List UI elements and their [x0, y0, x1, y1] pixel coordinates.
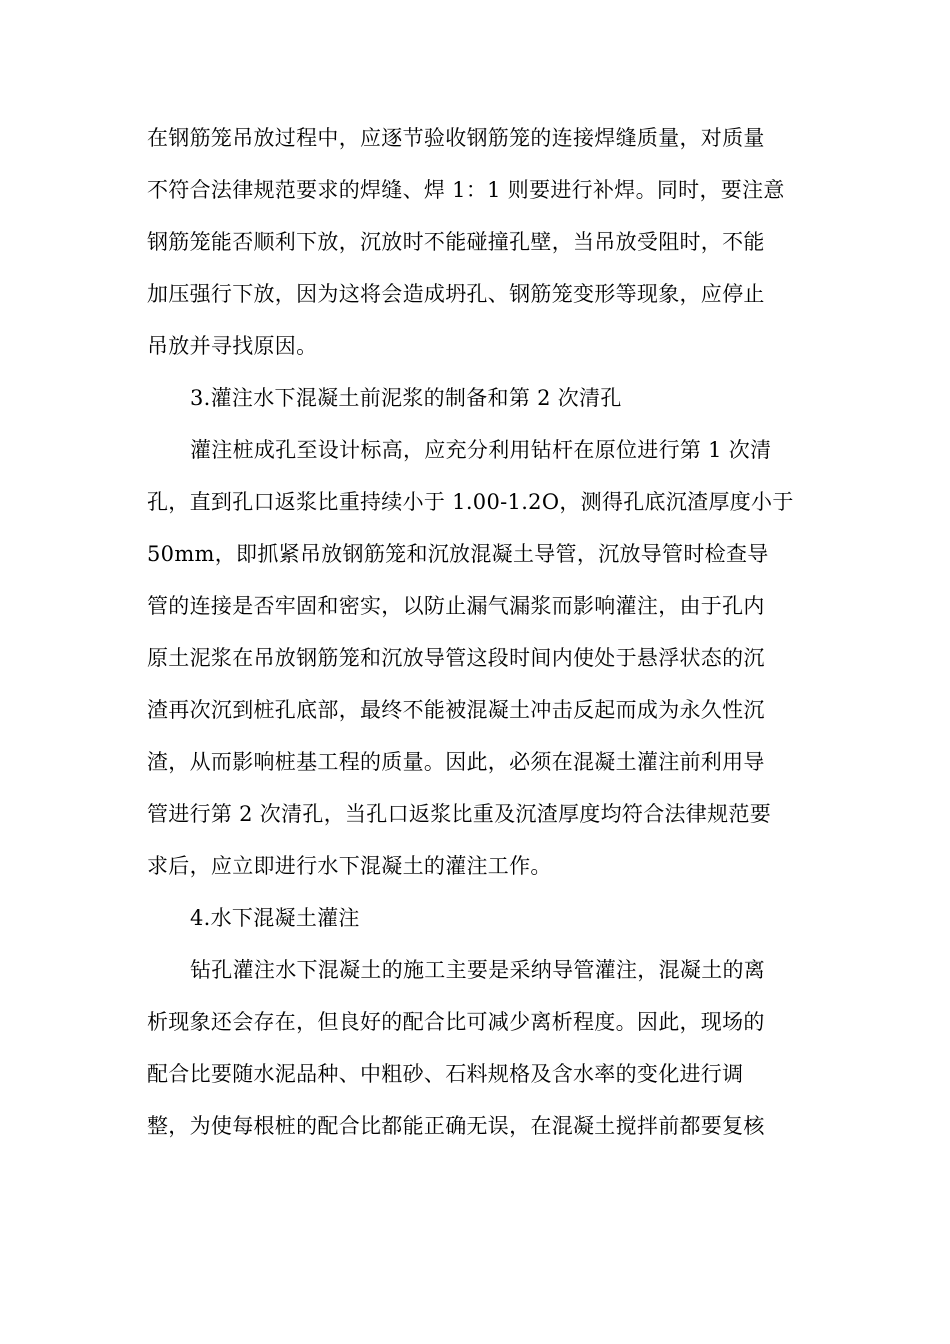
text-line: 孔，直到孔口返浆比重持续小于 1.00-1.2O，测得孔底沉渣厚度小于 [147, 490, 794, 514]
section-heading-3: 3.灌注水下混凝土前泥浆的制备和第 2 次清孔 [190, 386, 622, 410]
text-line: 整，为使每根桩的配合比都能正确无误，在混凝土搅拌前都要复核 [147, 1114, 765, 1138]
text-line: 析现象还会存在，但良好的配合比可减少离析程度。因此，现场的 [147, 1010, 765, 1034]
text-line: 配合比要随水泥品种、中粗砂、石料规格及含水率的变化进行调 [147, 1062, 744, 1086]
text-line: 不符合法律规范要求的焊缝、焊 1：1 则要进行补焊。同时，要注意 [147, 178, 785, 202]
text-line: 管进行第 2 次清孔，当孔口返浆比重及沉渣厚度均符合法律规范要 [147, 802, 772, 826]
paragraph-start: 灌注桩成孔至设计标高，应充分利用钻杆在原位进行第 1 次清 [190, 438, 772, 462]
text-line: 加压强行下放，因为这将会造成坍孔、钢筋笼变形等现象，应停止 [147, 282, 765, 306]
paragraph-start: 钻孔灌注水下混凝土的施工主要是采纳导管灌注，混凝土的离 [190, 958, 766, 982]
text-line: 求后，应立即进行水下混凝土的灌注工作。 [147, 854, 552, 878]
section-heading-4: 4.水下混凝土灌注 [190, 906, 360, 930]
text-line: 原土泥浆在吊放钢筋笼和沉放导管这段时间内使处于悬浮状态的沉 [147, 646, 765, 670]
text-line: 管的连接是否牢固和密实，以防止漏气漏浆而影响灌注，由于孔内 [147, 594, 765, 618]
text-line: 在钢筋笼吊放过程中，应逐节验收钢筋笼的连接焊缝质量，对质量 [147, 126, 765, 150]
text-line: 渣，从而影响桩基工程的质量。因此，必须在混凝土灌注前利用导 [147, 750, 765, 774]
text-line: 渣再次沉到桩孔底部，最终不能被混凝土冲击反起而成为永久性沉 [147, 698, 765, 722]
text-line: 50mm，即抓紧吊放钢筋笼和沉放混凝土导管，沉放导管时检查导 [147, 542, 769, 566]
text-line: 吊放并寻找原因。 [147, 334, 318, 358]
text-line: 钢筋笼能否顺利下放，沉放时不能碰撞孔壁，当吊放受阻时，不能 [147, 230, 765, 254]
